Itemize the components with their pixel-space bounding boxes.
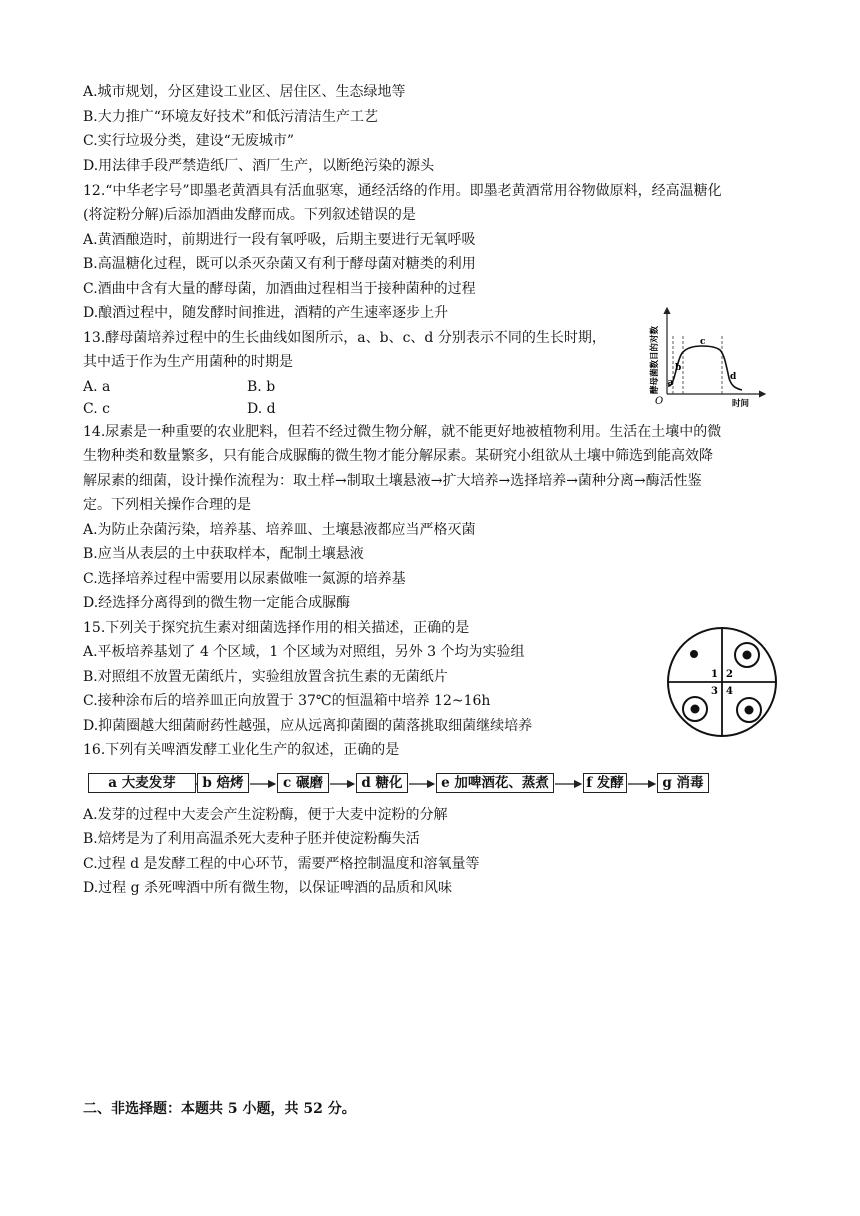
q15-stem: 15.下列关于探究抗生素对细菌选择作用的相关描述，正确的是 — [83, 620, 470, 636]
q15-option-b: B.对照组不放置无菌纸片，实验组放置含抗生素的无菌纸片 — [83, 669, 448, 685]
q13-option-a: A. a — [83, 379, 111, 395]
zone2-disc-center — [743, 651, 752, 660]
q12-stem-line2: (将淀粉分解)后添加酒曲发酵而成。下列叙述错误的是 — [83, 207, 416, 223]
zone-label-4: 4 — [726, 686, 733, 697]
zone-label-3: 3 — [711, 686, 718, 697]
q12-option-d: D.酿酒过程中，随发酵时间推进，酒精的产生速率逐步上升 — [83, 305, 449, 321]
flow-step-f: f 发酵 — [583, 773, 627, 793]
zone-label-1: 1 — [711, 669, 718, 680]
phase-label-c: c — [700, 337, 706, 347]
flow-step-d: d 糖化 — [356, 773, 408, 793]
q13-option-b: B. b — [247, 379, 276, 395]
q14-option-a: A.为防止杂菌污染，培养基、培养皿、土壤悬液都应当严格灭菌 — [83, 522, 476, 538]
q12-option-a: A.黄酒酿造时，前期进行一段有氧呼吸，后期主要进行无氧呼吸 — [83, 232, 476, 248]
q16-option-b: B.焙烤是为了利用高温杀死大麦种子胚并使淀粉酶失活 — [83, 831, 420, 847]
q13-stem-line2: 其中适于作为生产用菌种的时期是 — [83, 354, 293, 370]
phase-label-d: d — [730, 372, 737, 382]
flow-step-g: g 消毒 — [657, 773, 709, 793]
flow-step-c: c 碾磨 — [277, 773, 329, 793]
q13-option-c: C. c — [83, 401, 110, 417]
q12-option-b: B.高温糖化过程，既可以杀灭杂菌又有利于酵母菌对糖类的利用 — [83, 256, 476, 272]
graph-origin: O — [655, 396, 664, 407]
q14-option-d: D.经选择分离得到的微生物一定能合成脲酶 — [83, 595, 351, 611]
q14-option-b: B.应当从表层的土中获取样本，配制土壤悬液 — [83, 546, 364, 562]
q12-stem-line1: 12.“中华老字号”即墨老黄酒具有活血驱寒，通经活络的作用。即墨老黄酒常用谷物做原料，经高温糖化 — [83, 183, 722, 199]
q14-stem-line3: 解尿素的细菌，设计操作流程为：取土样→制取土壤悬液→扩大培养→选择培养→菌种分离→酶活性鉴 — [83, 473, 702, 489]
q16-option-c: C.过程 d 是发酵工程的中心环节，需要严格控制温度和溶氧量等 — [83, 856, 480, 872]
q13-stem-line1: 13.酵母菌培养过程中的生长曲线如图所示，a、b、c、d 分别表示不同的生长时期， — [83, 330, 606, 346]
q11-option-b: B.大力推广“环境友好技术”和低污清洁生产工艺 — [83, 109, 379, 125]
flow-step-b: b 焙烤 — [197, 773, 249, 793]
q14-stem-line4: 定。下列相关操作合理的是 — [83, 497, 251, 513]
q13-option-d: D. d — [247, 401, 276, 417]
graph-ylabel: 酵母菌数目的对数 — [650, 325, 660, 394]
petri-plate-figure — [664, 624, 780, 740]
q15-option-a: A.平板培养基划了 4 个区域，1 个区域为对照组，另外 3 个均为实验组 — [83, 644, 525, 660]
zone4-disc-center — [745, 706, 754, 715]
q15-option-d: D.抑菌圈越大细菌耐药性越强，应从远离抑菌圈的菌落挑取细菌继续培养 — [83, 718, 533, 734]
section-2-heading: 二、非选择题：本题共 5 小题，共 52 分。 — [83, 1101, 356, 1117]
zone-label-2: 2 — [726, 669, 733, 680]
q11-option-c: C.实行垃圾分类，建设“无废城市” — [83, 133, 294, 149]
q14-stem-line2: 生物种类和数量繁多，只有能合成脲酶的微生物才能分解尿素。某研究小组欲从土壤中筛选到能高效降 — [83, 448, 713, 464]
phase-label-a: a — [667, 378, 674, 388]
flow-step-a: a 大麦发芽 — [88, 773, 196, 793]
q15-option-c: C.接种涂布后的培养皿正向放置于 37℃的恒温箱中培养 12~16h — [83, 693, 491, 709]
zone3-disc-center — [691, 705, 700, 714]
q14-option-c: C.选择培养过程中需要用以尿素做唯一氮源的培养基 — [83, 571, 406, 587]
zone1-dot — [690, 650, 698, 658]
q11-option-a: A.城市规划，分区建设工业区、居住区、生态绿地等 — [83, 84, 406, 100]
q16-option-d: D.过程 g 杀死啤酒中所有微生物，以保证啤酒的品质和风味 — [83, 880, 453, 896]
flow-step-e: e 加啤酒花、蒸煮 — [436, 773, 554, 793]
q16-stem: 16.下列有关啤酒发酵工业化生产的叙述，正确的是 — [83, 742, 400, 758]
q12-option-c: C.酒曲中含有大量的酵母菌，加酒曲过程相当于接种菌种的过程 — [83, 281, 476, 297]
flow-arrows — [0, 774, 860, 794]
graph-xlabel: 时间 — [732, 399, 750, 409]
q11-option-d: D.用法律手段严禁造纸厂、酒厂生产，以断绝污染的源头 — [83, 158, 435, 174]
phase-label-b: b — [675, 363, 682, 373]
growth-curve-figure — [640, 298, 780, 410]
q16-option-a: A.发芽的过程中大麦会产生淀粉酶，便于大麦中淀粉的分解 — [83, 807, 448, 823]
q14-stem-line1: 14.尿素是一种重要的农业肥料，但若不经过微生物分解，就不能更好地被植物利用。生活在土壤中的微 — [83, 424, 722, 440]
